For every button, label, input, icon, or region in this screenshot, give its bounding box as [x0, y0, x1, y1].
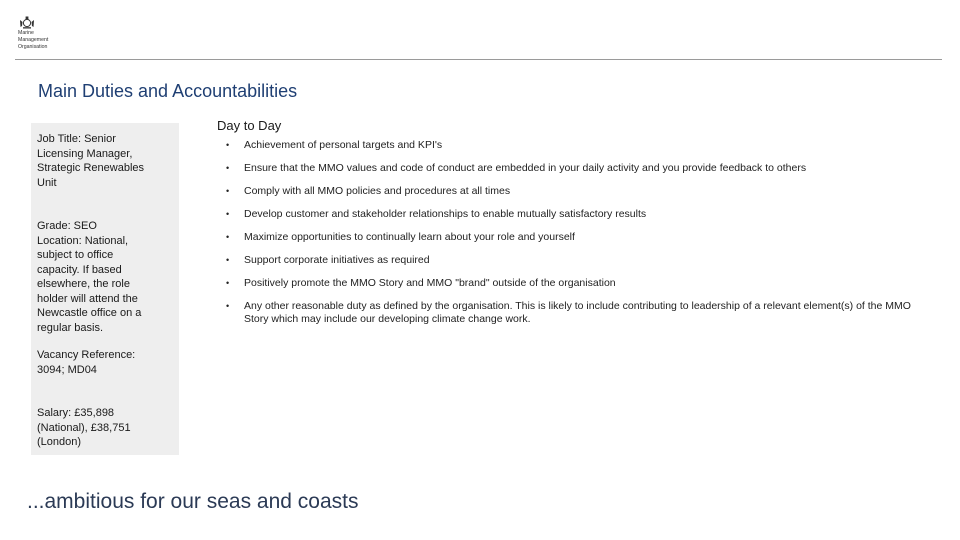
duty-item [226, 185, 916, 208]
bullet-icon: • [226, 255, 230, 265]
duty-item [226, 162, 916, 185]
duty-text: Any other reasonable duty as defined by the organisation. This is likely to include contributing to leadership of a relevant element(s) of the MMO Story which may include our developing climate change work. [244, 300, 911, 325]
bullet-icon: • [226, 163, 230, 173]
bullet-icon: • [226, 186, 230, 196]
footer-tagline: ...ambitious for our seas and coasts [27, 490, 359, 513]
duty-text: Support corporate initiatives as required [244, 254, 430, 266]
duties-list [226, 139, 916, 326]
duty-item [226, 300, 916, 326]
duty-text: Maximize opportunities to continually learn about your role and yourself [244, 231, 575, 243]
bullet-icon: • [226, 278, 230, 288]
bullet-icon: • [226, 301, 230, 311]
header-divider [15, 59, 942, 60]
duty-item [226, 231, 916, 254]
duty-text: Ensure that the MMO values and code of conduct are embedded in your daily activity and you provide feedback to others [244, 162, 807, 174]
org-name [18, 30, 48, 51]
mmo-logo [18, 16, 78, 56]
duty-item [226, 139, 916, 162]
duty-item [226, 208, 916, 231]
section-heading: Day to Day [217, 118, 282, 133]
bullet-icon: • [226, 232, 230, 242]
vacancy-reference: Vacancy Reference: 3094; MD04 [37, 349, 136, 376]
bullet-icon: • [226, 209, 230, 219]
org-name-line-3: Organisation [18, 44, 48, 50]
org-name-line-1: Marine [18, 30, 34, 36]
royal-crest-icon [19, 16, 35, 29]
duty-text: Positively promote the MMO Story and MMO "brand" outside of the organisation [244, 277, 616, 289]
duty-text: Develop customer and stakeholder relationships to enable mutually satisfactory results [244, 208, 647, 220]
job-title: Job Title: Senior Licensing Manager, Strategic Renewables Unit [37, 133, 145, 189]
duty-text: Comply with all MMO policies and procedures at all times [244, 185, 511, 197]
salary: Salary: £35,898 (National), £38,751 (London) [37, 407, 131, 448]
duty-item [226, 277, 916, 300]
grade-location: Grade: SEO Location: National, subject to office capacity. If based elsewhere, the role holder will attend the Newcastle office on a regular basis. [37, 220, 142, 334]
job-summary-panel [31, 123, 179, 455]
bullet-icon: • [226, 140, 230, 150]
org-name-line-2: Management [18, 37, 49, 43]
duty-item [226, 254, 916, 277]
duty-text: Achievement of personal targets and KPI's [244, 139, 443, 151]
page-title: Main Duties and Accountabilities [38, 81, 298, 101]
